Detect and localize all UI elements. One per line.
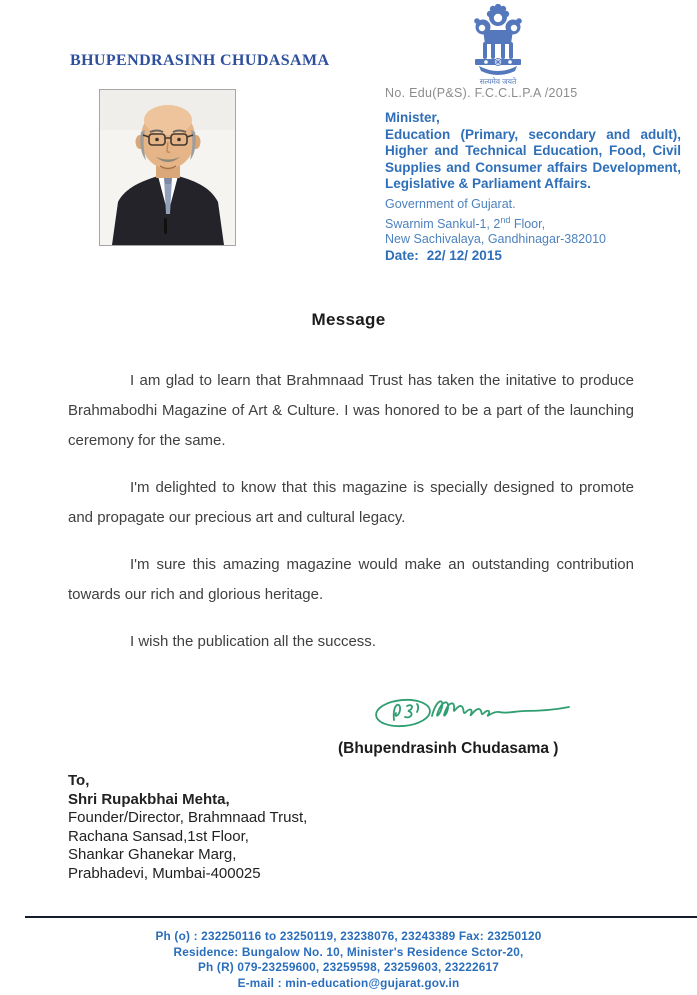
recipient-line: Shankar Ghanekar Marg,	[68, 846, 237, 864]
designation-line: Higher and Technical Education, Food, Civil	[385, 143, 681, 158]
reference-number: No. Edu(P&S). F.C.C.L.P.A /2015	[385, 86, 578, 100]
footer-line-email: E-mail : min-education@gujarat.gov.in	[237, 975, 460, 990]
office-line	[385, 213, 606, 233]
designation-line: Legislative & Parliament Affairs.	[385, 176, 591, 191]
office-line-text: Floor,	[510, 216, 546, 231]
designation-line: Supplies and Consumer affairs Development,	[385, 159, 681, 175]
message-body	[68, 366, 634, 674]
ashoka-emblem-icon	[460, 4, 536, 86]
handwritten-signature	[372, 688, 577, 736]
footer-contact	[0, 929, 697, 991]
date-label: Date:	[385, 248, 419, 263]
portrait-photo	[99, 89, 236, 246]
ordinal-superscript: nd	[500, 214, 511, 225]
designation-line: Minister,	[385, 110, 440, 125]
ashoka-lion-capital-graphic	[460, 4, 536, 86]
designation-line: Education (Primary, secondary and adult),	[385, 126, 681, 142]
body-paragraph: I am glad to learn that Brahmnaad Trust has taken the initative to produce Brahmabodhi Magazine of Art & Culture. I was honored to be a part of the launching ceremony for the same.	[68, 372, 634, 449]
recipient-address	[68, 772, 307, 884]
office-address	[385, 197, 606, 248]
sender-name: BHUPENDRASINH CHUDASAMA	[70, 52, 330, 69]
office-line-text: Swarnim Sankul-1, 2	[385, 216, 501, 231]
recipient-line: Prabhadevi, Mumbai-400025	[68, 864, 261, 882]
recipient-line: Rachana Sansad,1st Floor,	[68, 827, 249, 845]
message-title: Message	[311, 310, 386, 329]
footer-line-phone-residence: Ph (R) 079-23259600, 23259598, 23259603, 23222617	[197, 960, 500, 975]
recipient-line: Shri Rupakbhai Mehta,	[68, 790, 230, 808]
body-paragraph: I wish the publication all the success.	[130, 633, 376, 650]
office-line: Government of Gujarat.	[385, 197, 516, 211]
footer-line-phone-office: Ph (o) : 232250116 to 23250119, 23238076, 23243389 Fax: 23250120	[155, 929, 542, 943]
minister-designation	[385, 110, 681, 193]
footer-divider	[25, 916, 697, 918]
date-value: 22/ 12/ 2015	[426, 248, 502, 263]
emblem-motto: सत्यमेव जयते	[479, 77, 517, 86]
date-line	[385, 248, 502, 263]
body-paragraph: I'm delighted to know that this magazine is specially designed to promote and propagate our precious art and cultural legacy.	[68, 479, 634, 526]
signer-name: (Bhupendrasinh Chudasama )	[338, 740, 559, 757]
signature-ink	[372, 688, 577, 736]
portrait-illustration	[100, 90, 235, 245]
recipient-line: Founder/Director, Brahmnaad Trust,	[68, 809, 308, 827]
footer-line-residence: Residence: Bungalow No. 10, Minister's Residence Sctor-20,	[173, 944, 524, 959]
recipient-line: To,	[68, 772, 90, 789]
office-line: New Sachivalaya, Gandhinagar-382010	[385, 232, 606, 247]
body-paragraph: I'm sure this amazing magazine would make an outstanding contribution towards our rich and glorious heritage.	[68, 556, 634, 603]
